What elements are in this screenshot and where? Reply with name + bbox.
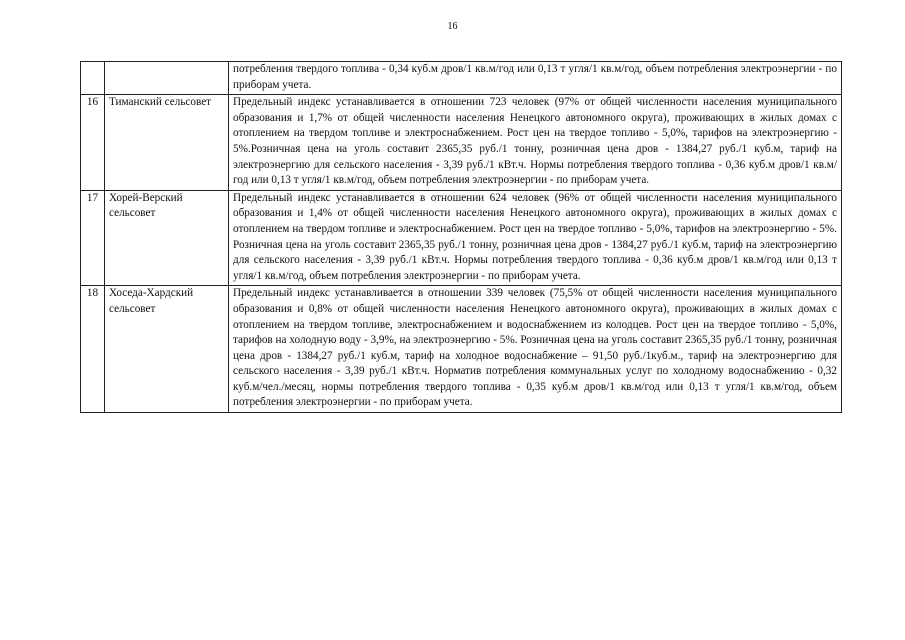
row-number: 18 xyxy=(81,286,105,413)
tariff-table xyxy=(80,61,842,413)
table-row xyxy=(81,190,842,286)
table-row xyxy=(81,95,842,191)
table-row xyxy=(81,62,842,95)
row-number: 17 xyxy=(81,190,105,286)
row-description: Предельный индекс устанавливается в отношении 339 человек (75,5% от общей численности населения муниципального образования и 0,8% от общей численности населения Ненецкого автономного округа), проживающих в жилых домах с отоплением на твердом топливе, электроснабжением и водоснабжением из колодцев. Рост цен на твердое топливо - 5,0%, тарифов на холодную воду - 3,9%, на электроэнергию - 5%. Розничная цена на уголь составит 2365,35 руб./1 тонну, розничная цена дров - 1384,27 руб./1 куб.м, тариф на холодное водоснабжение – 91,50 руб./1куб.м., тариф на электроэнергию для сельского населения - 3,39 руб./1 кВт.ч. Норматив потребления коммунальных услуг по холодному водоснабжению - 0,32 куб.м/чел./месяц, нормы потребления твердого топлива - 0,35 куб.м дров/1 кв.м/год или 0,13 т угля/1 кв.м/год, объем потребления электроэнергии - по приборам учета. xyxy=(229,286,842,413)
row-description: Предельный индекс устанавливается в отношении 723 человек (97% от общей численности населения муниципального образования и 1,7% от общей численности населения Ненецкого автономного округа), проживающих в жилых домах с отоплением на твердом топливе и электроснабжением. Рост цен на твердое топливо - 5,0%, тарифов на электроэнергию - 5%.Розничная цена на уголь составит 2365,35 руб./1 тонну, розничная цена дров - 1384,27 руб./1 куб.м, тариф на электроэнергию для сельского населения - 3,39 руб./1 кВт.ч. Нормы потребления твердого топлива - 0,36 куб.м дров/1 кв.м/год или 0,13 т угля/1 кв.м/год, объем потребления электроэнергии - по приборам учета. xyxy=(229,95,842,191)
municipality-name xyxy=(105,62,229,95)
municipality-name: Хоседа-Хардский сельсовет xyxy=(105,286,229,413)
page-number: 16 xyxy=(447,21,458,32)
table-row xyxy=(81,286,842,413)
row-number xyxy=(81,62,105,95)
row-description: Предельный индекс устанавливается в отношении 624 человек (96% от общей численности населения муниципального образования и 1,4% от общей численности населения Ненецкого автономного округа), проживающих в жилых домах с отоплением на твердом топливе и электроснабжением. Рост цен на твердое топливо - 5,0%, тарифов на электроэнергию - 5%. Розничная цена на уголь составит 2365,35 руб./1 тонну, розничная цена дров - 1384,27 руб./1 куб.м, тариф на электроэнергию для сельского населения - 3,39 руб./1 кВт.ч. Нормы потребления твердого топлива - 0,36 куб.м дров/1 кв.м/год или 0,13 т угля/1 кв.м/год, объем потребления электроэнергии - по приборам учета. xyxy=(229,190,842,286)
row-number: 16 xyxy=(81,95,105,191)
row-description: потребления твердого топлива - 0,34 куб.м дров/1 кв.м/год или 0,13 т угля/1 кв.м/год, объем потребления электроэнергии - по приборам учета. xyxy=(229,62,842,95)
municipality-name: Тиманский сельсовет xyxy=(105,95,229,191)
municipality-name: Хорей-Верский сельсовет xyxy=(105,190,229,286)
